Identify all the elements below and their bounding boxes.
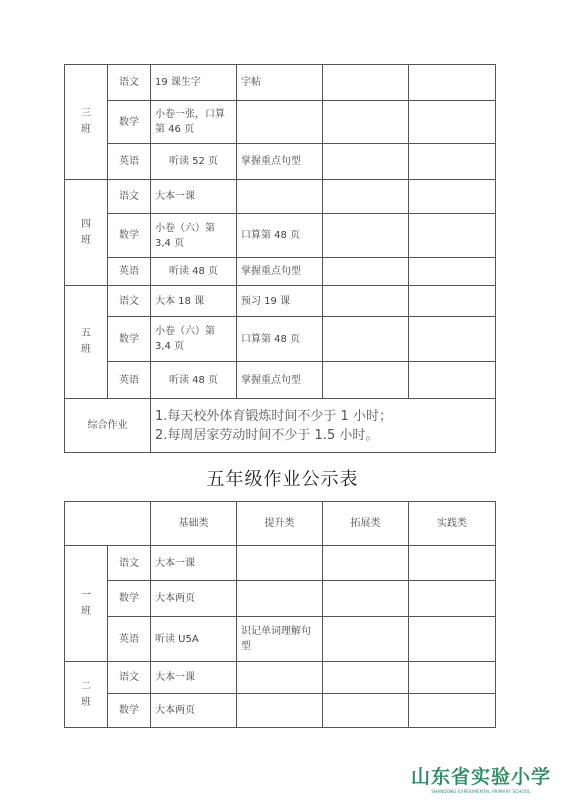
subject-cell: 数学 — [108, 694, 151, 728]
improve-cell — [237, 180, 323, 214]
subject-cell: 数学 — [108, 581, 151, 617]
school-logo-text: 山东省实验小学 — [410, 766, 551, 788]
basic-cell: 听读 48 页 — [151, 258, 237, 286]
improve-cell: 字帖 — [237, 65, 323, 101]
basic-cell: 听读 52 页 — [151, 144, 237, 180]
subject-cell: 英语 — [108, 362, 151, 399]
basic-cell: 听读 48 页 — [151, 362, 237, 399]
basic-cell: 小卷一张，口算第 46 页 — [151, 101, 237, 144]
general-item: 1.每天校外体育锻炼时间不少于 1 小时； — [155, 408, 392, 424]
class-label: 四班 — [65, 180, 108, 286]
improve-cell: 掌握重点句型 — [237, 144, 323, 180]
general-homework-label: 综合作业 — [65, 399, 151, 453]
subject-cell: 英语 — [108, 144, 151, 180]
class-label: 三班 — [65, 65, 108, 180]
extend-cell — [323, 317, 409, 362]
extend-cell — [323, 214, 409, 258]
extend-cell — [323, 617, 409, 662]
basic-cell: 大本两页 — [151, 694, 237, 728]
practice-cell — [409, 694, 496, 728]
basic-cell: 大本一课 — [151, 546, 237, 581]
subject-cell: 语文 — [108, 546, 151, 581]
practice-cell — [409, 581, 496, 617]
general-item: 2.每周居家劳动时间不少于 1.5 小时。 — [155, 427, 379, 443]
grade5-homework-table — [64, 501, 496, 728]
class-label: 二班 — [65, 662, 108, 728]
practice-cell — [409, 617, 496, 662]
subject-cell: 数学 — [108, 101, 151, 144]
basic-cell: 大本两页 — [151, 581, 237, 617]
basic-cell: 大本一课 — [151, 180, 237, 214]
improve-cell: 预习 19 课 — [237, 286, 323, 317]
improve-cell — [237, 101, 323, 144]
extend-cell — [323, 101, 409, 144]
subject-cell: 英语 — [108, 617, 151, 662]
header-improve: 提升类 — [237, 502, 323, 546]
practice-cell — [409, 144, 496, 180]
extend-cell — [323, 286, 409, 317]
basic-cell: 听读 U5A — [151, 617, 237, 662]
extend-cell — [323, 65, 409, 101]
subject-cell: 语文 — [108, 662, 151, 694]
practice-cell — [409, 101, 496, 144]
improve-cell — [237, 694, 323, 728]
improve-cell — [237, 662, 323, 694]
improve-cell: 识记单词理解句型 — [237, 617, 323, 662]
subject-cell: 语文 — [108, 180, 151, 214]
basic-cell: 19 课生字 — [151, 65, 237, 101]
improve-cell: 掌握重点句型 — [237, 258, 323, 286]
class-label: 五班 — [65, 286, 108, 399]
general-homework-content — [151, 399, 496, 453]
practice-cell — [409, 362, 496, 399]
extend-cell — [323, 144, 409, 180]
extend-cell — [323, 362, 409, 399]
header-basic: 基础类 — [151, 502, 237, 546]
extend-cell — [323, 694, 409, 728]
extend-cell — [323, 662, 409, 694]
improve-cell: 掌握重点句型 — [237, 362, 323, 399]
basic-cell: 大本一课 — [151, 662, 237, 694]
practice-cell — [409, 65, 496, 101]
practice-cell — [409, 662, 496, 694]
grade5-table-title: 五年级作业公示表 — [206, 469, 359, 490]
basic-cell: 小卷（六）第 3,4 页 — [151, 214, 237, 258]
school-logo-english: SHANDONG EXPERIMENTAL PRIMARY SCHOOL — [431, 789, 531, 794]
improve-cell — [237, 581, 323, 617]
practice-cell — [409, 546, 496, 581]
extend-cell — [323, 180, 409, 214]
practice-cell — [409, 286, 496, 317]
header-practice: 实践类 — [409, 502, 496, 546]
subject-cell: 数学 — [108, 317, 151, 362]
improve-cell — [237, 546, 323, 581]
improve-cell: 口算第 48 页 — [237, 317, 323, 362]
extend-cell — [323, 258, 409, 286]
subject-cell: 英语 — [108, 258, 151, 286]
header-extend: 拓展类 — [323, 502, 409, 546]
subject-cell: 数学 — [108, 214, 151, 258]
subject-cell: 语文 — [108, 286, 151, 317]
basic-cell: 大本 18 课 — [151, 286, 237, 317]
practice-cell — [409, 214, 496, 258]
extend-cell — [323, 581, 409, 617]
improve-cell: 口算第 48 页 — [237, 214, 323, 258]
grade4-homework-table — [64, 64, 496, 453]
subject-cell: 语文 — [108, 65, 151, 101]
extend-cell — [323, 546, 409, 581]
class-label: 一班 — [65, 546, 108, 662]
practice-cell — [409, 317, 496, 362]
header-corner — [65, 502, 151, 546]
basic-cell: 小卷（六）第 3,4 页 — [151, 317, 237, 362]
practice-cell — [409, 180, 496, 214]
school-logo — [411, 762, 551, 794]
practice-cell — [409, 258, 496, 286]
